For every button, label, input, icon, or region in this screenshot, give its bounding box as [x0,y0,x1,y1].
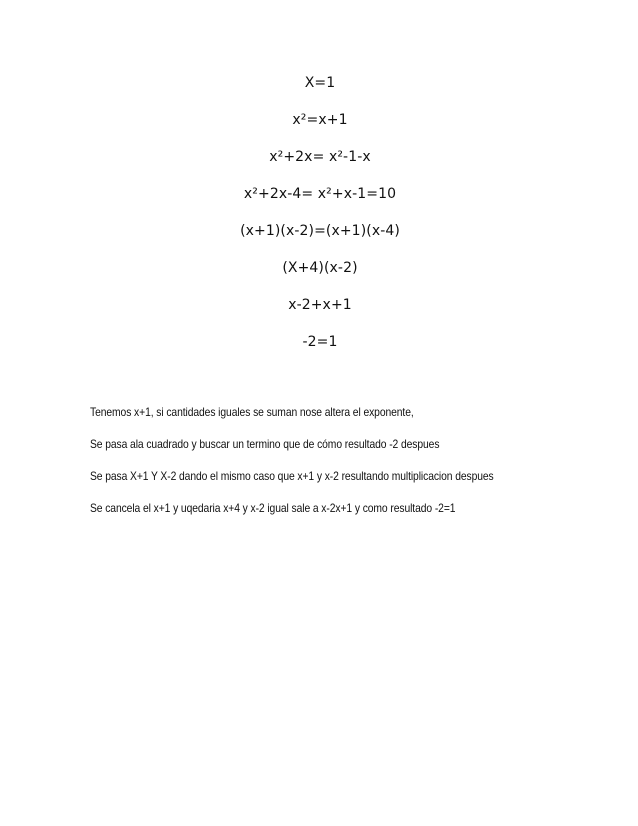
equation-line: x²=x+1 [292,112,348,128]
equation-line: X=1 [304,75,336,91]
equation-line: x²+2x-4= x²+x-1=10 [243,186,397,202]
equation-line: -2=1 [302,334,338,350]
explanation-line: Se cancela el x+1 y uqedaria x+4 y x-2 igual sale a x-2x+1 y como resultado -2=1 [90,501,456,515]
equation-line: (x+1)(x-2)=(x+1)(x-4) [240,223,400,239]
equation-line: (X+4)(x-2) [282,260,358,276]
explanation-line: Tenemos x+1, si cantidades iguales se suman nose altera el exponente, [90,405,414,419]
equation-line: x²+2x= x²-1-x [269,149,371,165]
equation-line: x-2+x+1 [288,297,352,313]
explanation-line: Se pasa ala cuadrado y buscar un termino que de cómo resultado -2 despues [90,437,440,451]
explanation-line: Se pasa X+1 Y X-2 dando el mismo caso que x+1 y x-2 resultando multiplicacion despues [90,469,494,483]
